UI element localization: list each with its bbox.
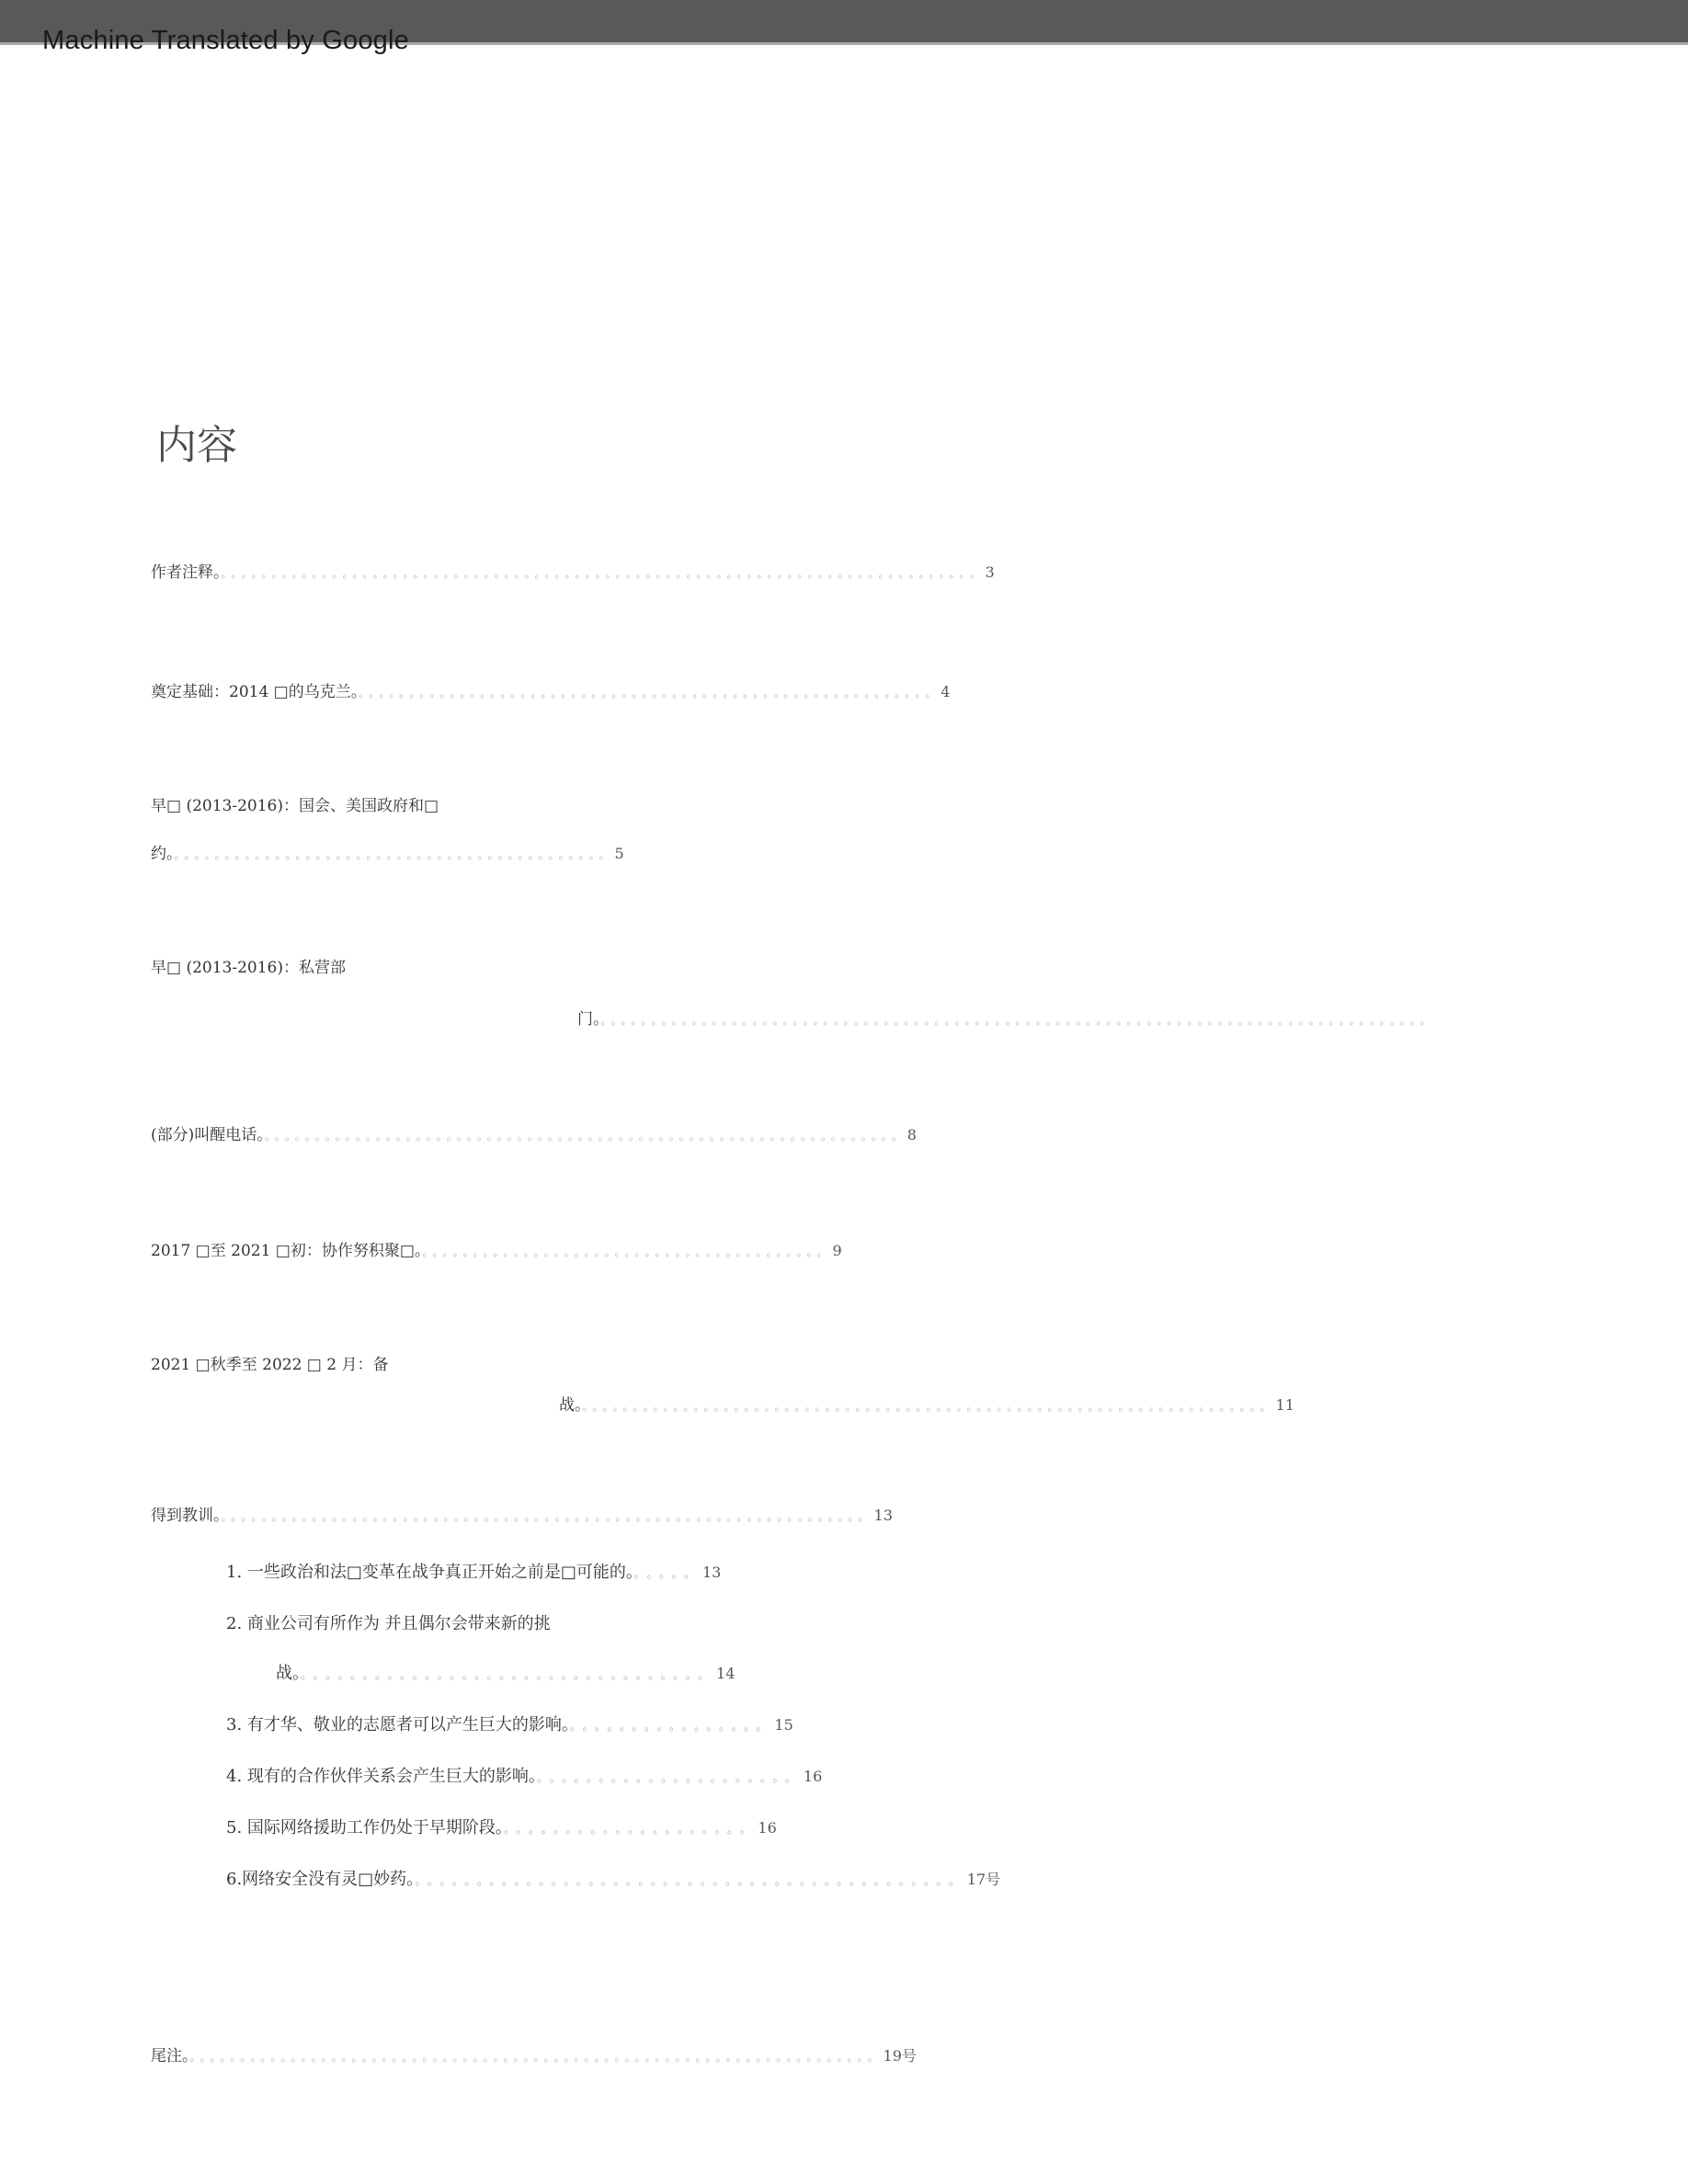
toc-subentry-4[interactable] bbox=[226, 1763, 1054, 1787]
toc-entry-label: 2017 □至 2021 □初：协作努积聚□。 bbox=[151, 1242, 423, 1260]
dot-leader: 。。。。。。。。。。。。。。。。。。。。。。。。。。。。。。。。。。。。。。。。。。。。。。。。。。。。。。。。。。。。。。。。。。。。。。。。。。。。。。。。。。 bbox=[600, 1014, 1436, 1027]
toc-entry-label: 战。 bbox=[559, 1396, 583, 1415]
page-title: 内容 bbox=[156, 422, 237, 469]
toc-page-number: 3 bbox=[985, 563, 995, 581]
toc-entry-lessons-learned[interactable] bbox=[151, 1502, 1162, 1525]
toc-entry-early-congress-line2[interactable] bbox=[151, 840, 978, 863]
toc-entry-2021-2022-line1[interactable] bbox=[151, 1351, 978, 1374]
toc-page-number: 5 bbox=[614, 845, 624, 862]
toc-page-number: 16 bbox=[758, 1819, 777, 1837]
toc-page-number: 9 bbox=[832, 1242, 842, 1259]
dot-leader: 。。。。。。。。。。。。。。。。。。。。。。。。。。。。。。。。。。。。。。。。 bbox=[422, 1246, 833, 1258]
toc-subentry-5[interactable] bbox=[226, 1814, 1054, 1838]
dot-leader: 。。。。。。。。。。。。。。。。。。。。。。。。。。。。。。。。。。。。。。。。。。。。。。。。。。。。。。。。。 bbox=[359, 687, 941, 700]
dot-leader: 。。。。。。。。。。。。。。。。。。。。。。。。。。。。。。。。。。。。。。。。。。。 bbox=[174, 848, 615, 861]
toc-page-number: 19号 bbox=[883, 2047, 917, 2065]
toc-entry-label: 战。 bbox=[276, 1664, 301, 1683]
toc-entry-label: 1. 一些政治和法□变革在战争真正开始之前是□可能的。 bbox=[226, 1563, 634, 1582]
toc-page-number: 17号 bbox=[966, 1871, 1001, 1888]
toc-entry-label: 5. 国际网络援助工作仍处于早期阶段。 bbox=[226, 1818, 504, 1837]
dot-leader: 。。。。。。。。。。。。。。。。。。。。 bbox=[503, 1823, 758, 1837]
toc-subentry-3[interactable] bbox=[226, 1712, 1054, 1735]
toc-page-number: 11 bbox=[1275, 1396, 1295, 1414]
toc-page-number: 13 bbox=[701, 1564, 722, 1581]
toc-page-number: 4 bbox=[941, 683, 951, 700]
toc-subentry-2-line2[interactable] bbox=[276, 1660, 1103, 1684]
toc-entry-label: 6.网络安全没有灵□妙药。 bbox=[226, 1870, 416, 1889]
toc-entry-2017-2021[interactable] bbox=[151, 1237, 1162, 1260]
dot-leader: 。。。。。。。。。。。。。。。。。。。。。。。。。。。。。。。。。。。。。。。。。。。。。。。。。。。。。。。。。。。。。。。。。。。。 bbox=[189, 2051, 884, 2064]
toc-entry-label: 早□ (2013-2016)：国会、美国政府和□ bbox=[151, 797, 439, 815]
dot-leader: 。。。。。。。。。。。。。。。。。。。。。。。。。。。。。。。。。。。。。。。。。。。。。。。。。。。。。。。。。。。。。。。。。。。。 bbox=[582, 1400, 1276, 1413]
toc-entry-early-congress-line1[interactable] bbox=[151, 792, 978, 815]
dot-leader: 。。。。。。。。。。。。。。。。 bbox=[569, 1720, 775, 1734]
toc-subentry-1[interactable] bbox=[226, 1559, 1054, 1583]
toc-entry-endnotes[interactable] bbox=[151, 2042, 1162, 2065]
toc-entry-early-private-line1[interactable] bbox=[151, 954, 978, 977]
toc-entry-authors-note[interactable] bbox=[151, 559, 1162, 582]
dot-leader: 。。。。。。。。。。。。。。。。。。。。。。。。。。。。。。。。。。。。。。。。。。。。。。。。。。。。。。。。。。。。。。。 bbox=[264, 1130, 907, 1143]
toc-entry-label: 约。 bbox=[151, 845, 175, 863]
toc-entry-label: 奠定基础：2014 □的乌克兰。 bbox=[151, 683, 359, 701]
toc-entry-label: 门。 bbox=[577, 1010, 601, 1029]
toc-entry-label: 4. 现有的合作伙伴关系会产生巨大的影响。 bbox=[226, 1767, 537, 1786]
machine-translation-banner: Machine Translated by Google bbox=[42, 26, 409, 55]
toc-page-number: 16 bbox=[803, 1768, 823, 1785]
toc-entry-label: 得到教训。 bbox=[151, 1507, 222, 1525]
toc-entry-early-private-line2[interactable] bbox=[577, 1006, 1688, 1029]
toc-page-number: 8 bbox=[907, 1126, 917, 1143]
toc-entry-2021-2022-line2[interactable] bbox=[559, 1392, 1688, 1415]
toc-entry-label: 尾注。 bbox=[151, 2047, 190, 2065]
toc-entry-label: 2. 商业公司有所作为 并且偶尔会带来新的挑 bbox=[226, 1614, 551, 1633]
dot-leader: 。。。。。。。。。。。。。。。。。。。。。。。。。。。。。。。。。 bbox=[301, 1668, 717, 1682]
toc-page-number: 13 bbox=[873, 1507, 893, 1524]
toc-entry-wake-up-call[interactable] bbox=[151, 1121, 1162, 1144]
toc-entry-laying-foundation[interactable] bbox=[151, 678, 1162, 701]
toc-subentry-2-line1[interactable] bbox=[226, 1610, 1054, 1634]
dot-leader: 。。。。。。。。。。。。。。。。。。。。。。。。。。。。。。。。。。。。。。。。。。。。。。。。。。。。。。。。。。。。。。。。。。。。。。。。。。。 bbox=[221, 567, 986, 580]
dot-leader: 。。。。。 bbox=[633, 1567, 702, 1581]
dot-leader: 。。。。。。。。。。。。。。。。。。。。。。。。。。。。。。。。。。。。。。。。。。。。。。。。。。。。。。。。。。。。。。。。 bbox=[221, 1510, 874, 1523]
toc-subentry-6[interactable] bbox=[226, 1866, 1192, 1890]
toc-page-number: 14 bbox=[716, 1665, 736, 1682]
toc-entry-label: 作者注释。 bbox=[151, 563, 222, 582]
toc-entry-label: (部分)叫醒电话。 bbox=[151, 1126, 265, 1144]
toc-entry-label: 早□ (2013-2016)：私营部 bbox=[151, 959, 347, 977]
toc-entry-label: 3. 有才华、敬业的志愿者可以产生巨大的影响。 bbox=[226, 1715, 570, 1735]
dot-leader: 。。。。。。。。。。。。。。。。。。。。。 bbox=[536, 1771, 804, 1785]
toc-page-number: 15 bbox=[774, 1716, 793, 1734]
toc-entry-label: 2021 □秋季至 2022 □ 2 月：备 bbox=[151, 1356, 389, 1374]
dot-leader: 。。。。。。。。。。。。。。。。。。。。。。。。。。。。。。。。。。。。。。。。。。。。 bbox=[415, 1874, 967, 1888]
